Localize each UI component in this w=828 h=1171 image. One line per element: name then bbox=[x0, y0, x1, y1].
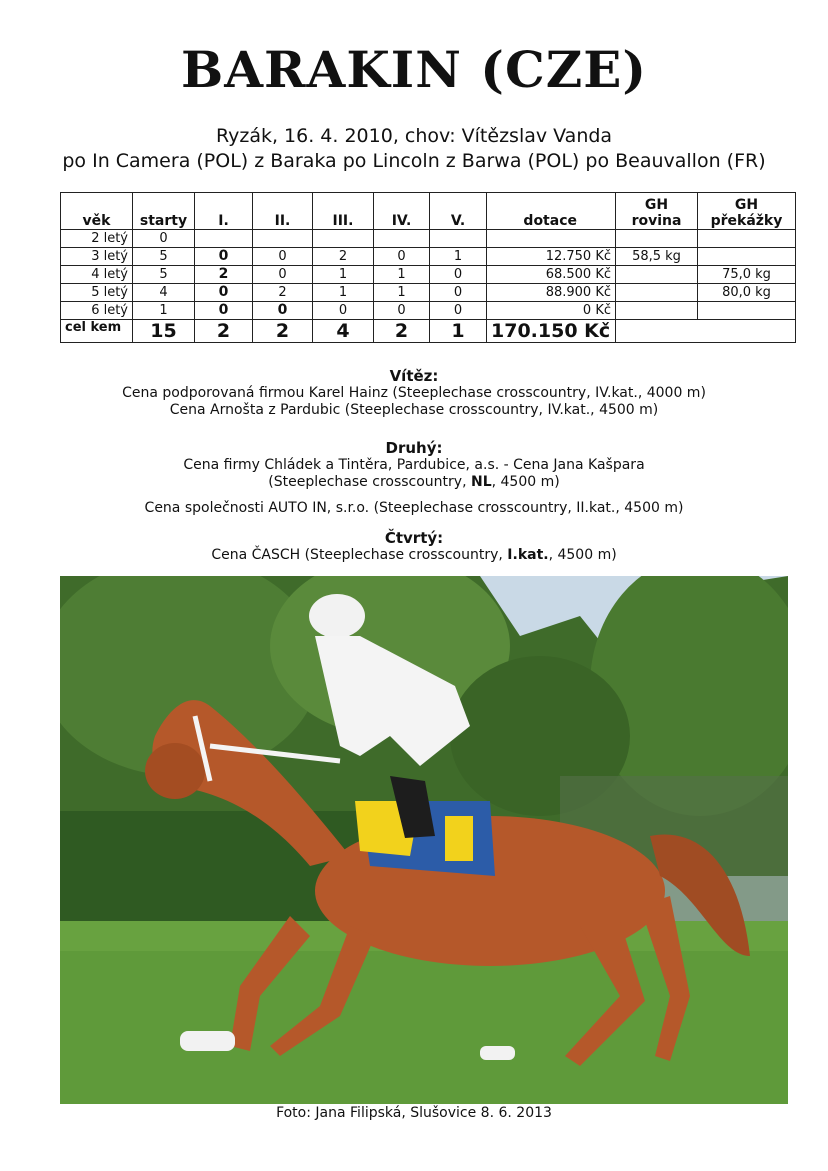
cell-second: 0 bbox=[253, 302, 313, 320]
wins-section bbox=[0, 368, 828, 419]
cell-fifth: 0 bbox=[430, 284, 487, 302]
cell-fifth: 0 bbox=[430, 302, 487, 320]
cell-first: 0 bbox=[195, 284, 253, 302]
total-first: 2 bbox=[195, 320, 253, 343]
cell-first: 2 bbox=[195, 266, 253, 284]
table-header-row bbox=[61, 193, 796, 230]
cell-fifth: 1 bbox=[430, 248, 487, 266]
table-row bbox=[61, 302, 796, 320]
cell-money bbox=[487, 230, 616, 248]
table-row bbox=[61, 230, 796, 248]
fourth-item: Cena ČASCH (Steeplechase crosscountry, I.kat., 4500 m) bbox=[211, 547, 617, 563]
horse-photo-illustration bbox=[60, 576, 788, 1104]
cell-fifth bbox=[430, 230, 487, 248]
table-row bbox=[61, 284, 796, 302]
cell-gh-jump: 80,0 kg bbox=[698, 284, 796, 302]
col-gh-jump: GH překážky bbox=[698, 193, 796, 230]
cell-gh-jump: 75,0 kg bbox=[698, 266, 796, 284]
cell-gh-flat bbox=[616, 266, 698, 284]
cell-third: 2 bbox=[313, 248, 374, 266]
col-second: II. bbox=[253, 193, 313, 230]
cell-gh-flat bbox=[616, 302, 698, 320]
cell-first: 0 bbox=[195, 302, 253, 320]
table-row bbox=[61, 266, 796, 284]
total-money: 170.150 Kč bbox=[487, 320, 616, 343]
win-item: Cena podporovaná firmou Karel Hainz (Steeplechase crosscountry, IV.kat., 4000 m) bbox=[122, 385, 706, 401]
cell-money: 0 Kč bbox=[487, 302, 616, 320]
total-fifth: 1 bbox=[430, 320, 487, 343]
cell-fourth bbox=[374, 230, 430, 248]
cell-age: 6 letý bbox=[61, 302, 133, 320]
col-starts: starty bbox=[133, 193, 195, 230]
table-row bbox=[61, 248, 796, 266]
cell-gh-jump bbox=[698, 302, 796, 320]
cell-gh-jump bbox=[698, 248, 796, 266]
total-empty bbox=[616, 320, 796, 343]
cell-third: 0 bbox=[313, 302, 374, 320]
cell-third bbox=[313, 230, 374, 248]
cell-fourth: 1 bbox=[374, 266, 430, 284]
cell-money: 68.500 Kč bbox=[487, 266, 616, 284]
total-label: cel kem bbox=[61, 320, 133, 343]
col-age: věk bbox=[61, 193, 133, 230]
second-item-line: Cena firmy Chládek a Tintěra, Pardubice, a.s. - Cena Jana Kašpara bbox=[183, 457, 645, 473]
second-item-line: (Steeplechase crosscountry, NL, 4500 m) bbox=[268, 474, 560, 490]
cell-gh-flat bbox=[616, 230, 698, 248]
cell-starts: 0 bbox=[133, 230, 195, 248]
total-fourth: 2 bbox=[374, 320, 430, 343]
cell-second: 0 bbox=[253, 248, 313, 266]
col-money: dotace bbox=[487, 193, 616, 230]
col-fifth: V. bbox=[430, 193, 487, 230]
fourth-heading: Čtvrtý: bbox=[384, 529, 444, 547]
cell-money: 88.900 Kč bbox=[487, 284, 616, 302]
cell-third: 1 bbox=[313, 284, 374, 302]
col-first: I. bbox=[195, 193, 253, 230]
cell-fifth: 0 bbox=[430, 266, 487, 284]
cell-second: 2 bbox=[253, 284, 313, 302]
cell-starts: 4 bbox=[133, 284, 195, 302]
total-starts: 15 bbox=[133, 320, 195, 343]
col-fourth: IV. bbox=[374, 193, 430, 230]
fourth-section bbox=[0, 530, 828, 564]
win-item: Cena Arnošta z Pardubic (Steeplechase crosscountry, IV.kat., 4500 m) bbox=[169, 402, 659, 418]
wins-heading: Vítěz: bbox=[389, 367, 439, 385]
horse-pedigree: po In Camera (POL) z Baraka po Lincoln z Barwa (POL) po Beauvallon (FR) bbox=[62, 150, 766, 172]
cell-age: 3 letý bbox=[61, 248, 133, 266]
photo-caption: Foto: Jana Filipská, Slušovice 8. 6. 2013 bbox=[276, 1105, 552, 1121]
cell-money: 12.750 Kč bbox=[487, 248, 616, 266]
second-section bbox=[0, 440, 828, 517]
cell-fourth: 1 bbox=[374, 284, 430, 302]
cell-gh-jump bbox=[698, 230, 796, 248]
cell-first bbox=[195, 230, 253, 248]
cell-gh-flat bbox=[616, 284, 698, 302]
cell-starts: 5 bbox=[133, 266, 195, 284]
horse-title: BARAKIN (CZE) bbox=[180, 40, 648, 99]
second-heading: Druhý: bbox=[385, 439, 443, 457]
cell-first: 0 bbox=[195, 248, 253, 266]
cell-age: 5 letý bbox=[61, 284, 133, 302]
cell-starts: 5 bbox=[133, 248, 195, 266]
total-second: 2 bbox=[253, 320, 313, 343]
total-third: 4 bbox=[313, 320, 374, 343]
race-stats-table bbox=[60, 192, 796, 343]
col-gh-flat: GH rovina bbox=[616, 193, 698, 230]
cell-starts: 1 bbox=[133, 302, 195, 320]
table-total-row bbox=[61, 320, 796, 343]
cell-age: 4 letý bbox=[61, 266, 133, 284]
cell-fourth: 0 bbox=[374, 302, 430, 320]
cell-gh-flat: 58,5 kg bbox=[616, 248, 698, 266]
cell-fourth: 0 bbox=[374, 248, 430, 266]
cell-second: 0 bbox=[253, 266, 313, 284]
cell-second bbox=[253, 230, 313, 248]
cell-age: 2 letý bbox=[61, 230, 133, 248]
horse-photo bbox=[60, 576, 788, 1104]
cell-third: 1 bbox=[313, 266, 374, 284]
second-item-line: Cena společnosti AUTO IN, s.r.o. (Steeplechase crosscountry, II.kat., 4500 m) bbox=[144, 500, 684, 516]
col-third: III. bbox=[313, 193, 374, 230]
horse-description: Ryzák, 16. 4. 2010, chov: Vítězslav Vanda bbox=[215, 125, 613, 147]
